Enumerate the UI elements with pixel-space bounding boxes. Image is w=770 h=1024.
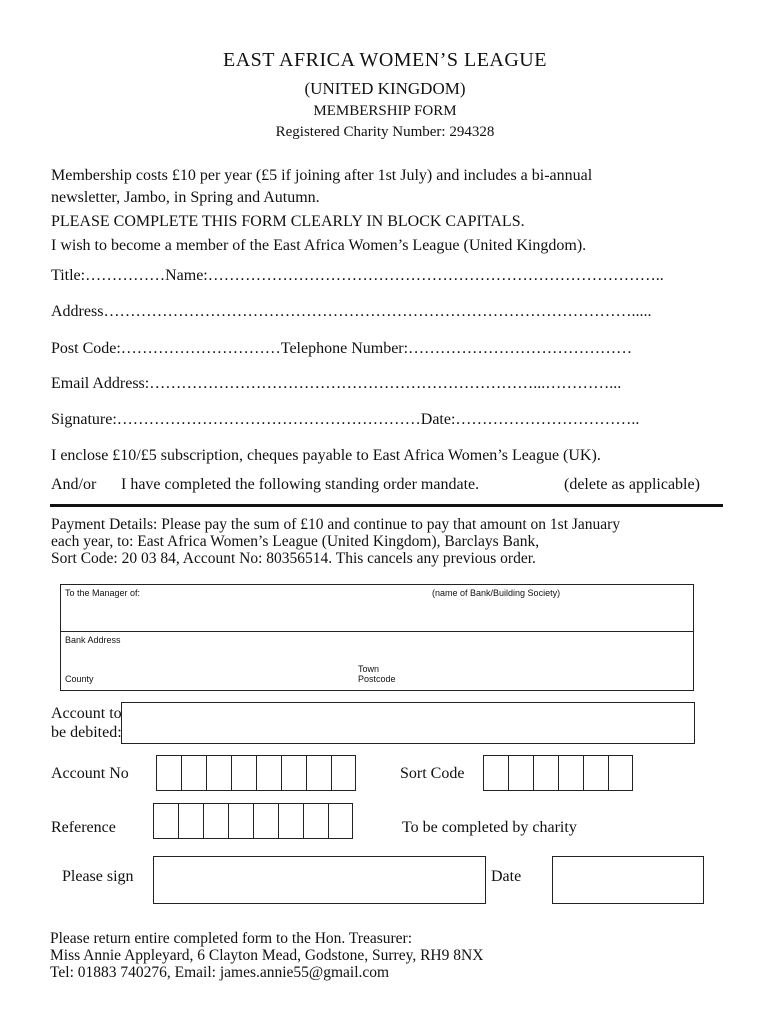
- reference-cells[interactable]: [153, 803, 353, 839]
- reference-cell[interactable]: [203, 803, 228, 839]
- bank-address-label: Bank Address: [65, 635, 121, 645]
- reference-cell[interactable]: [253, 803, 278, 839]
- date-box[interactable]: [552, 856, 704, 904]
- form-name: MEMBERSHIP FORM: [313, 103, 457, 119]
- account-no-cell[interactable]: [231, 755, 256, 791]
- sort-code-cell[interactable]: [583, 755, 608, 791]
- please-sign-label: Please sign: [62, 868, 134, 885]
- sort-code-cell[interactable]: [533, 755, 558, 791]
- signature-date-field[interactable]: Signature:…………………………………………………Date:……………………………..: [51, 411, 640, 428]
- account-no-cell[interactable]: [331, 755, 356, 791]
- sort-code-cell[interactable]: [558, 755, 583, 791]
- sort-code-cell[interactable]: [483, 755, 508, 791]
- standing-order-statement: I have completed the following standing order mandate.: [121, 476, 480, 493]
- return-instructions: [50, 930, 650, 981]
- payment-line-2: each year, to: East Africa Women’s League (United Kingdom), Barclays Bank,: [51, 533, 540, 550]
- account-no-cell[interactable]: [206, 755, 231, 791]
- title-name-field[interactable]: Title:……………Name:…………………………………………………………………………..: [51, 267, 664, 284]
- andor-label: And/or: [51, 476, 97, 493]
- account-to-line-2: be debited:: [51, 724, 122, 741]
- membership-wish: I wish to become a member of the East Africa Women’s League (United Kingdom).: [51, 237, 587, 254]
- reference-cell[interactable]: [228, 803, 253, 839]
- footer-line-1: Please return entire completed form to the Hon. Treasurer:: [50, 930, 412, 947]
- charity-number: Registered Charity Number: 294328: [275, 124, 495, 140]
- sort-code-label: Sort Code: [400, 765, 465, 782]
- reference-cell[interactable]: [303, 803, 328, 839]
- sort-code-cell[interactable]: [508, 755, 533, 791]
- intro-line-1: Membership costs £10 per year (£5 if joining after 1st July) and includes a bi-annual: [51, 167, 593, 184]
- sort-code-cells[interactable]: [483, 755, 633, 791]
- account-to-line-1: Account to: [51, 705, 122, 722]
- postcode-phone-field[interactable]: Post Code:…………………………Telephone Number:……………………………………: [51, 340, 633, 357]
- sort-code-cell[interactable]: [608, 755, 633, 791]
- enclose-statement: I enclose £10/£5 subscription, cheques payable to East Africa Women’s League (UK).: [51, 447, 601, 464]
- reference-label: Reference: [51, 819, 116, 836]
- reference-cell[interactable]: [178, 803, 203, 839]
- footer-line-2: Miss Annie Appleyard, 6 Clayton Mead, Godstone, Surrey, RH9 8NX: [50, 947, 484, 964]
- account-no-cell[interactable]: [281, 755, 306, 791]
- account-to-debit-input[interactable]: [121, 702, 695, 744]
- footer-line-3: Tel: 01883 740276, Email: james.annie55@gmail.com: [50, 964, 390, 981]
- form-title: EAST AFRICA WOMEN’S LEAGUE: [223, 49, 547, 71]
- account-no-label: Account No: [51, 765, 129, 782]
- charity-note: To be completed by charity: [402, 819, 577, 836]
- payment-details: [51, 516, 731, 567]
- email-field[interactable]: Email Address:………………………………………………………………...…………...: [51, 375, 622, 392]
- payment-line-3: Sort Code: 20 03 84, Account No: 80356514. This cancels any previous order.: [51, 550, 536, 567]
- reference-cell[interactable]: [153, 803, 178, 839]
- date-label: Date: [491, 868, 522, 885]
- postcode-label: Postcode: [358, 674, 396, 684]
- form-subtitle: (UNITED KINGDOM): [304, 79, 466, 98]
- reference-cell[interactable]: [328, 803, 353, 839]
- address-field[interactable]: Address……………………………………………………………………………………….....: [51, 303, 652, 320]
- county-label: County: [65, 674, 94, 684]
- bank-name-hint: (name of Bank/Building Society): [432, 588, 561, 598]
- reference-cell[interactable]: [278, 803, 303, 839]
- account-no-cell[interactable]: [256, 755, 281, 791]
- intro-line-2: newsletter, Jambo, in Spring and Autumn.: [51, 189, 320, 206]
- account-no-cell[interactable]: [306, 755, 331, 791]
- town-label: Town: [358, 664, 380, 674]
- block-capitals-instruction: PLEASE COMPLETE THIS FORM CLEARLY IN BLOCK CAPITALS.: [51, 213, 525, 230]
- account-to-debit-label: [51, 704, 122, 742]
- account-no-cells[interactable]: [156, 755, 356, 791]
- section-divider: [50, 504, 723, 507]
- signature-box[interactable]: [153, 856, 486, 904]
- account-no-cell[interactable]: [181, 755, 206, 791]
- delete-note: (delete as applicable): [564, 476, 700, 493]
- account-no-cell[interactable]: [156, 755, 181, 791]
- manager-label: To the Manager of:: [65, 588, 141, 598]
- bank-manager-box[interactable]: [60, 584, 694, 632]
- payment-line-1: Payment Details: Please pay the sum of £10 and continue to pay that amount on 1st January: [51, 516, 621, 533]
